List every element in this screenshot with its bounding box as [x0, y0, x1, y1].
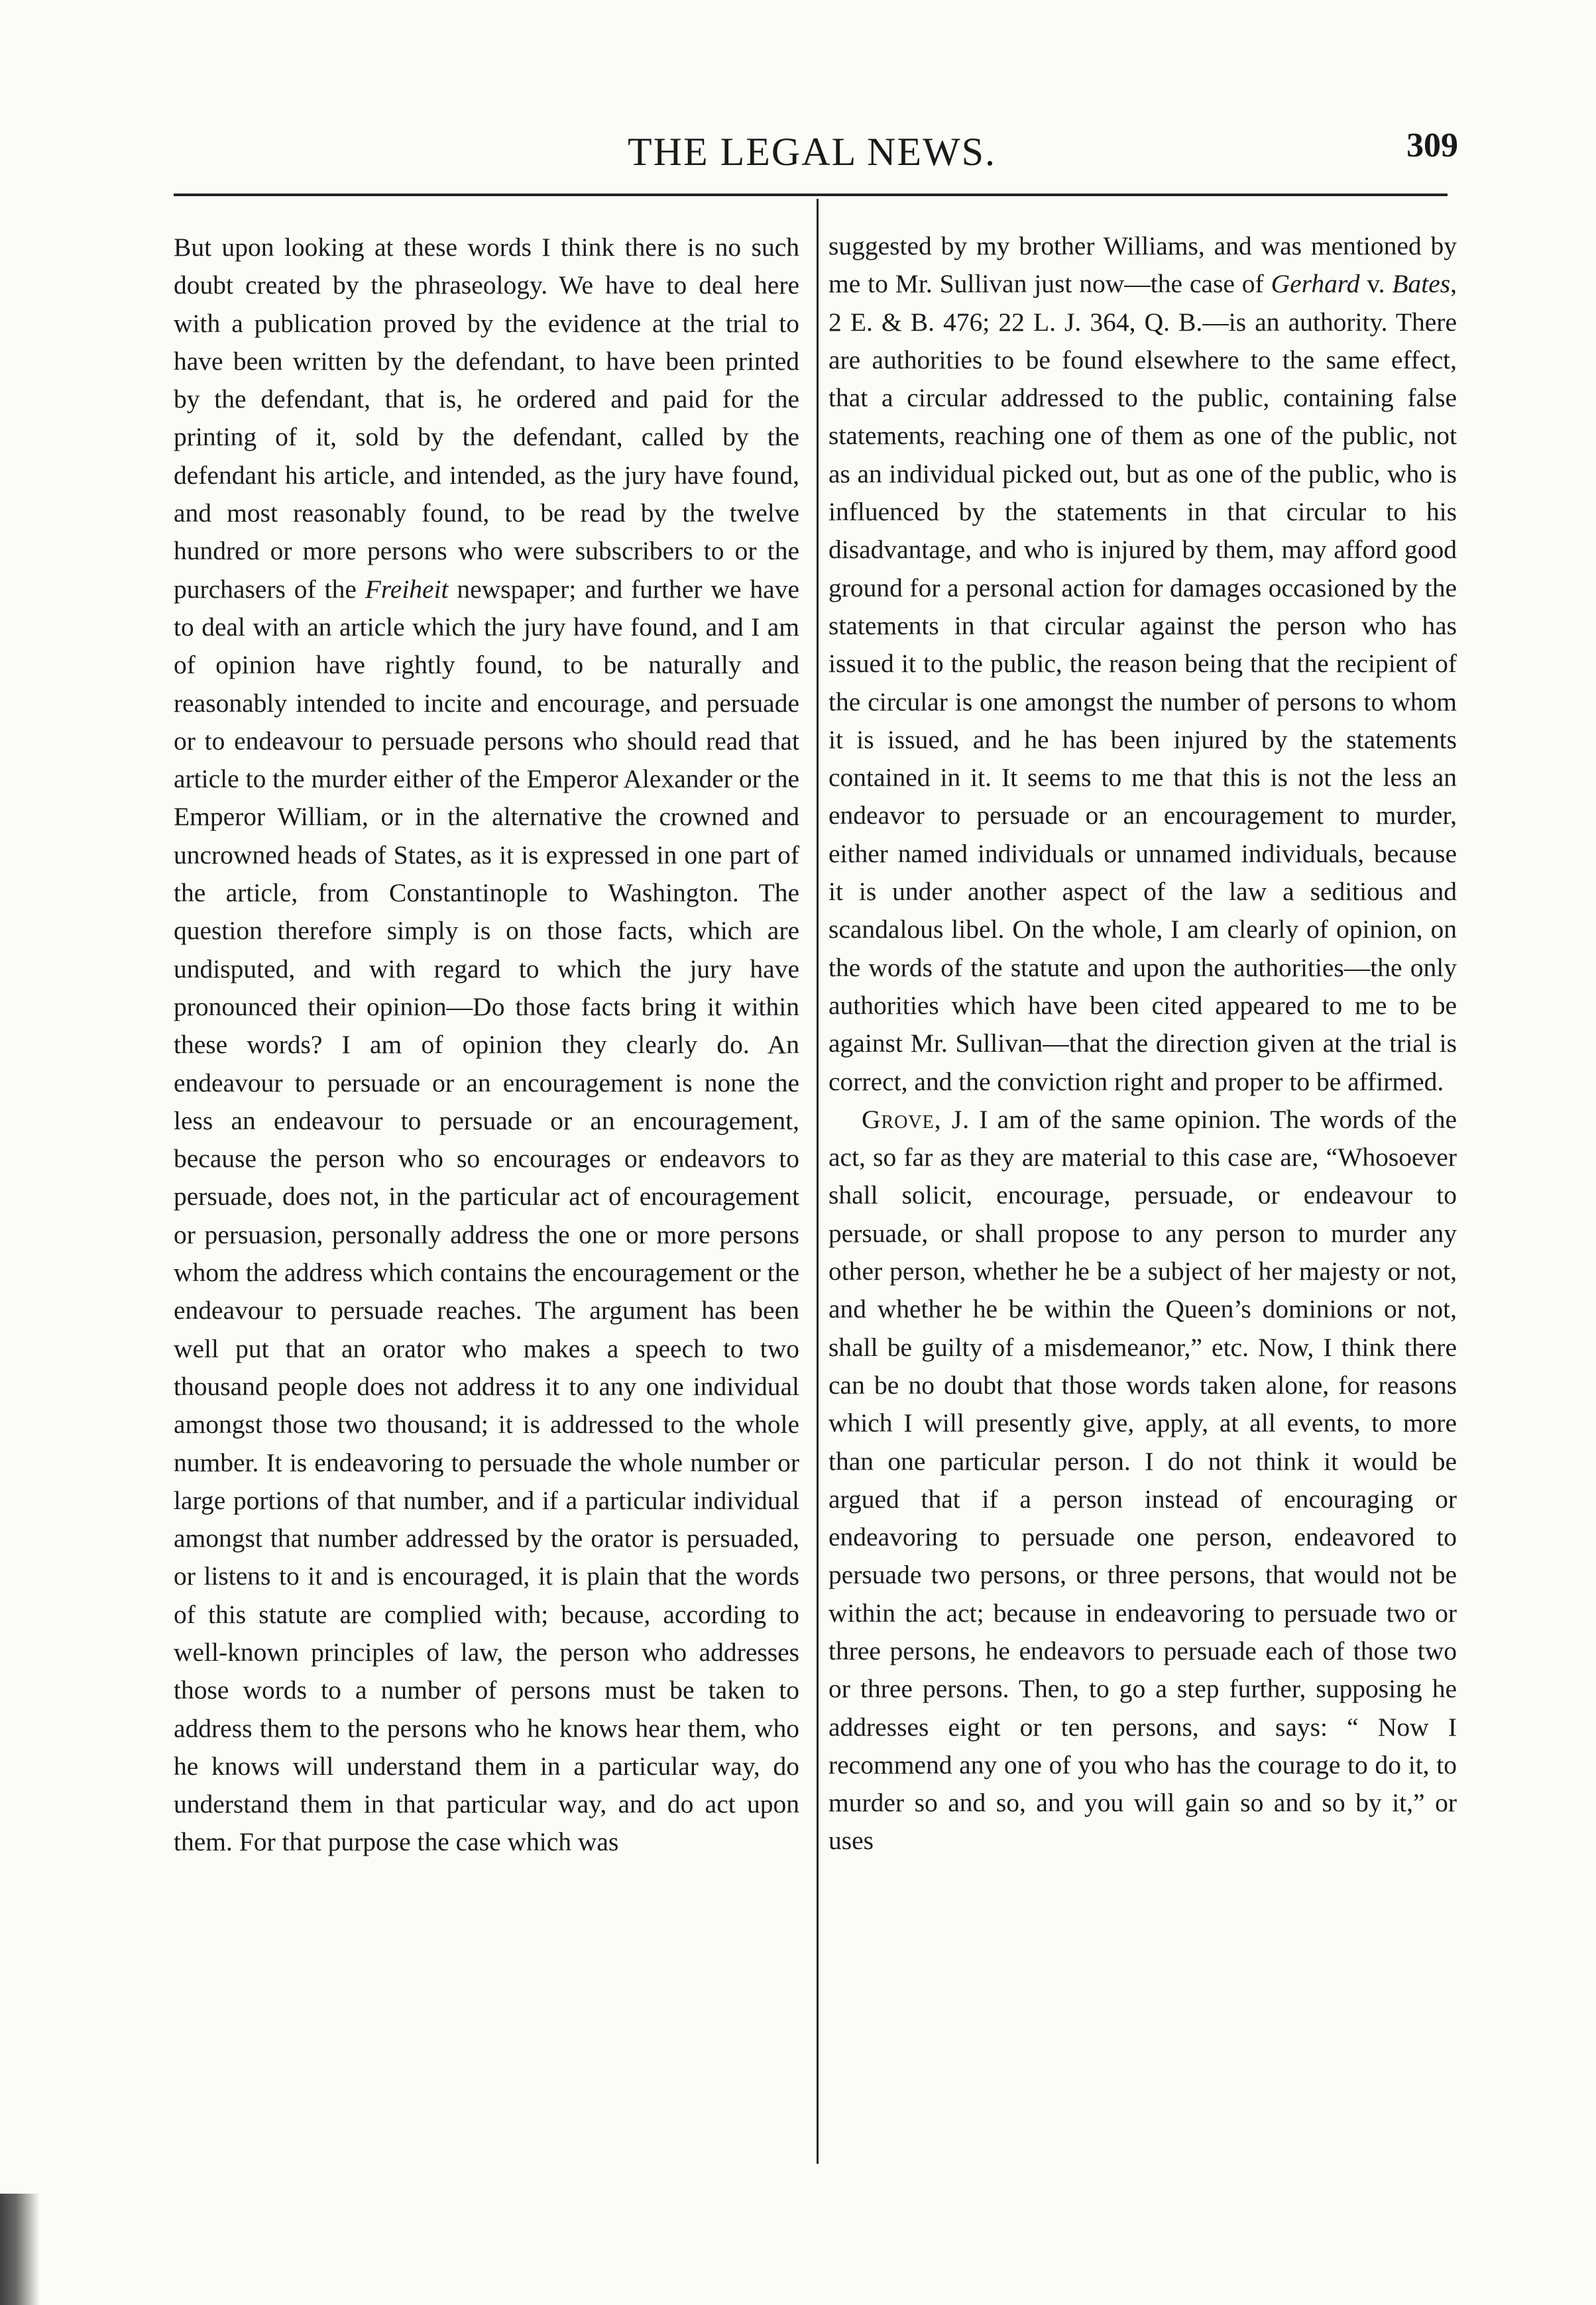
running-title: THE LEGAL NEWS.	[628, 130, 996, 174]
left-text-start: But upon looking at these words I think there is no such doubt created by the phraseology. We have to deal here with a publication proved by the evidence at the trial to have been written by the defendant, to have been printed by the defendant, that is, he ordered and paid for the printing of it, sold by the defendant, called by the defendant his article, and intended, as the jury have found, and most reasonably found, to be read by the twelve hundred or more persons who were subscribers to or the purchasers of the	[174, 233, 799, 604]
judge-name: Grove, J.	[862, 1104, 970, 1134]
case-party-1: Gerhard	[1271, 269, 1360, 299]
left-paragraph	[174, 229, 799, 1862]
right-text-start: suggested by my brother Williams, and was mentioned by me to Mr. Sullivan just now—the case of	[828, 231, 1457, 299]
page-header	[166, 129, 1458, 182]
judge-opinion-text: I am of the same opinion. The words of the act, so far as they are material to this case are, “Whosoever shall solicit, encourage, persuade, or endeavour to persuade, or shall propose to any person to murder any other person, whether he be a subject of her majesty or not, and whether he be within the Queen’s dominions or not, shall be guilty of a misdemeanor,” etc. Now, I think there can be no doubt that those words taken alone, for reasons which I will presently give, apply, at all events, to more than one particular person. I do not think it would be argued that if a person instead of encouraging or endeavoring to persuade one person, endeavored to persuade two persons, or three persons, that would not be within the act; because in endeavoring to persuade two or three persons, he endeavors to persuade each of those two or three persons. Then, to go a step further, supposing he addresses eight or ten persons, and says: “ Now I recommend any one of you who has the courage to do it, to murder so and so, and you will gain so and so by it,” or uses	[828, 1104, 1457, 1856]
page-number: 309	[1406, 127, 1458, 164]
left-text-rest: newspaper; and further we have to deal with an article which the jury have found, and I am of opinion have rightly found, to be naturally and reasonably intended to incite and encourage, and persuade or to endeavour to persuade persons who should read that article to the murder either of the Emperor Alexander or the Emperor William, or in the alternative the crowned and uncrowned heads of States, as it is expressed in one part of the article, from Constantinople to Washington. The question therefore simply is on those facts, which are undisputed, and with regard to which the jury have pronounced their opinion—Do those facts bring it within these words? I am of opinion they clearly do. An endeavour to persuade or an encouragement is none the less an endeavour to persuade or an encouragement, because the person who so encourages or endeavors to persuade, does not, in the particular act of encouragement or persuasion, personally address the one or more persons whom the address which contains the encouragement or the endeavour to persuade reaches. The argument has been well put that an orator who makes a speech to two thousand people does not address it to any one individual amongst those two thousand; it is addressed to the whole number. It is endeavoring to persuade the whole number or large portions of that number, and if a particular individual amongst that number addressed by the orator is persuaded, or listens to it and is encouraged, it is plain that the words of this statute are complied with; because, according to well-known principles of law, the person who addresses those words to a number of persons must be taken to address them to the persons who he knows hear them, who he knows will understand them in a particular way, do understand them in that particular way, and do act upon them. For that purpose the case which was	[174, 574, 799, 1857]
right-paragraph-2	[828, 1101, 1457, 1860]
scan-edge-mark	[0, 2194, 40, 2305]
column-divider	[817, 199, 819, 2164]
newspaper-name: Freiheit	[365, 574, 449, 604]
case-party-2: Bates	[1392, 269, 1451, 299]
right-column	[828, 227, 1457, 1860]
case-versus: v.	[1359, 269, 1393, 299]
right-text-rest: , 2 E. & B. 476; 22 L. J. 364, Q. B.—is an authority. There are authorities to be found elsewhere to the same effect, that a circular addressed to the public, containing false statements, reaching one of them as one of the public, not as an individual picked out, but as one of the public, who is influenced by the statements in that circular to his disadvantage, and who is injured by them, may afford good ground for a personal action for damages occasioned by the statements in that circular against the person who has issued it to the public, the reason being that the recipient of the circular is one amongst the number of persons to whom it is issued, and he has been injured by the statements contained in it. It seems to me that this is not the less an endeavor to persuade or an encouragement to murder, either named individuals or unnamed individuals, because it is under another aspect of the law a seditious and scandalous libel. On the whole, I am clearly of opinion, on the words of the statute and upon the authorities—the only authorities which have been cited appeared to me to be against Mr. Sullivan—that the direction given at the trial is correct, and the conviction right and proper to be affirmed.	[828, 269, 1457, 1096]
header-rule	[174, 194, 1448, 196]
right-paragraph-1	[828, 227, 1457, 1101]
left-column	[174, 229, 799, 1862]
